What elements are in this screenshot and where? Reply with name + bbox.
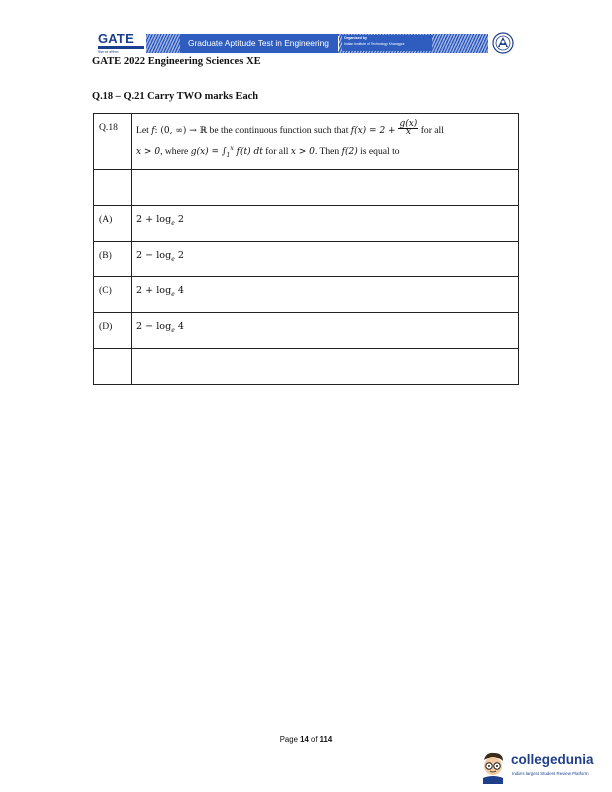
gate-logo-tagline: शिक्षा पथ अभियान	[98, 50, 119, 54]
paper-title: GATE 2022 Engineering Sciences XE	[92, 56, 261, 67]
option-label: (A)	[94, 206, 132, 242]
option-label: (D)	[94, 313, 132, 349]
page-number: Page 14 of 114	[279, 735, 333, 744]
iit-kharagpur-emblem-icon	[492, 32, 514, 54]
option-value: $2 + \log_e 2$	[132, 206, 519, 242]
section-title: Q.18 – Q.21 Carry TWO marks Each	[92, 91, 259, 102]
question-table	[93, 113, 519, 385]
fraction: $\frac{g(x)}{x}$	[399, 119, 418, 138]
page-header	[96, 31, 526, 55]
option-value: $2 - \log_e 4$	[132, 313, 519, 349]
question-text: Let f: (0, ∞) → ℝ be the continuous function such that f(x) = 2 + $\frac{g(x)}{x}$ for all x > 0, where $g(x) = \int_1^x$ f(t) dt for all x > 0. Then f(2) is equal to	[132, 114, 519, 170]
collegedunia-logo-text: collegedunia	[511, 752, 594, 767]
gate-logo-text: GATE	[98, 31, 134, 46]
collegedunia-mascot-icon	[478, 750, 508, 784]
option-label: (B)	[94, 242, 132, 277]
gate-logo	[96, 31, 148, 55]
option-row-d	[94, 313, 519, 349]
option-row-c	[94, 277, 519, 313]
collegedunia-brand[interactable]	[478, 750, 608, 790]
question-row	[94, 114, 519, 170]
question-number: Q.18	[94, 114, 132, 170]
collegedunia-tagline: India's largest Student Review Platform	[512, 771, 589, 776]
header-title: Graduate Aptitude Test in Engineering	[188, 38, 329, 48]
blank-row	[94, 170, 519, 206]
option-row-a	[94, 206, 519, 242]
option-value: $2 - \log_e 2$	[132, 242, 519, 277]
option-label: (C)	[94, 277, 132, 313]
option-value: $2 + \log_e 4$	[132, 277, 519, 313]
blank-row	[94, 349, 519, 385]
organised-by-label: Organised by	[344, 36, 367, 40]
option-row-b	[94, 242, 519, 277]
organiser-name: Indian Institute of Technology Kharagpur	[344, 42, 405, 46]
